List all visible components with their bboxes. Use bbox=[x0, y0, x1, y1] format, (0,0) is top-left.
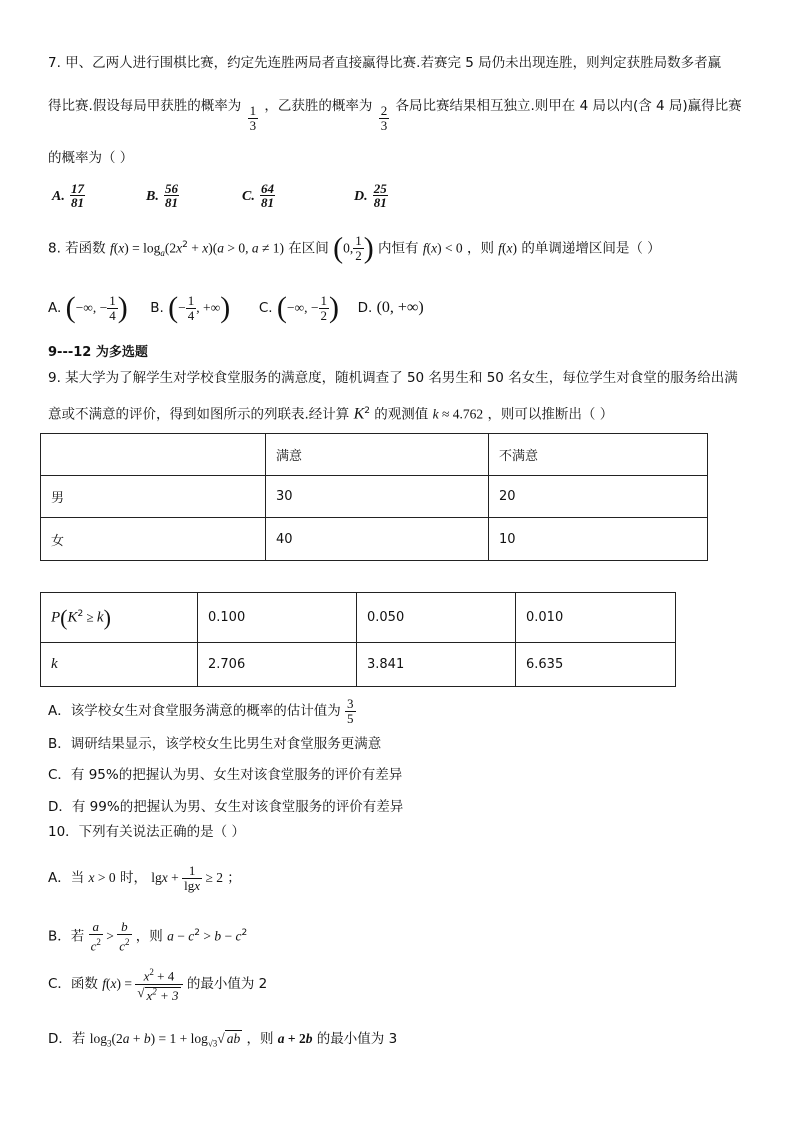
q8-function-def: f bbox=[109, 240, 114, 256]
q7-p-jia: $\frac{1}{3}$ bbox=[249, 102, 257, 133]
q7-option-d: D. $\frac{25}{81}$ bbox=[354, 181, 387, 210]
p-k2-header: $P(K^2 \ge k)$ bbox=[41, 593, 198, 643]
q8-option-c: C. (−∞, − $\frac{1}{2}$ ) bbox=[258, 291, 339, 324]
q10-stem: 10．下列有关说法正确的是（ ） bbox=[48, 824, 245, 840]
q10-option-a: A．当 x > 0 时， lgx + $\frac{1}{\lg x}$ ≥ 2 ； bbox=[48, 862, 241, 893]
q7-line2 bbox=[48, 86, 742, 133]
q8-option-d: D. (0, +∞) bbox=[357, 299, 424, 316]
q10-option-b: B．若 $\frac{a}{c^2}$ > $\frac{b}{c^2}$ ，则 $a - c^2 > b - c^2$ bbox=[48, 918, 248, 954]
q9-critical-value-table bbox=[40, 592, 676, 687]
q7-option-b: B. $\frac{56}{81}$ bbox=[146, 181, 178, 210]
q9-line2: 意或不满意的评价，得到如图所示的列联表.经计算 $K^2$ 的观测值 k ≈ 4.762 ，则可以推断出（ ） bbox=[48, 405, 614, 423]
table-row: 男 30 20 bbox=[41, 476, 708, 518]
q7-line2-b: ，乙获胜的概率为 bbox=[264, 98, 373, 114]
table-row: 女 40 10 bbox=[41, 518, 708, 561]
q9-option-b: B．调研结果显示，该学校女生比男生对食堂服务更满意 bbox=[48, 736, 382, 752]
q7-line3: 的概率为（ ） bbox=[48, 150, 134, 166]
q9-option-a: A．该学校女生对食堂服务满意的概率的估计值为 $\frac{3}{5}$ bbox=[48, 695, 354, 726]
q9-option-d: D．有 99%的把握认为男、女生对该食堂服务的评价有差异 bbox=[48, 799, 404, 815]
table-row: 满意 不满意 bbox=[41, 434, 708, 476]
q8-options bbox=[48, 290, 424, 326]
q7-line1: 7. 甲、乙两人进行围棋比赛，约定先连胜两局者直接赢得比赛.若赛完 5 局仍未出现连胜，则判定获胜局数多者赢 bbox=[48, 55, 722, 71]
table-row: $P(K^2 \ge k)$ 0.100 0.050 0.010 bbox=[41, 593, 676, 643]
q8-option-b: B. (− $\frac{1}{4}$ , +∞) bbox=[150, 291, 231, 324]
q7-option-a: A. $\frac{17}{81}$ bbox=[52, 181, 84, 210]
q10-option-d: D．若 $\log_3(2a + b) = 1 + \log_{√3}√$ ab ，则 a + 2b 的最小值为 3 bbox=[48, 1031, 398, 1049]
section-heading-multi-choice: 9---12 为多选题 bbox=[48, 345, 148, 360]
q9-contingency-table bbox=[40, 433, 708, 561]
q7-options bbox=[52, 178, 412, 210]
q9-line1: 9. 某大学为了解学生对学校食堂服务的满意度，随机调查了 50 名男生和 50 名女生，每位学生对食堂的服务给出满 bbox=[48, 370, 738, 386]
q8-stem: 8. 若函数 $f(x) = \log_a(2x^2 + x)(a > 0$, a ≠ 1) 在区间 (0, $\frac{1}{2}$ ) 内恒有 f(x) < 0 ，则 f(x) 的单调递增区间是（ ） bbox=[48, 231, 661, 265]
table-row: k 2.706 3.841 6.635 bbox=[41, 643, 676, 687]
q7-line2-c: 各局比赛结果相互独立.则甲在 4 局以内(含 4 局)赢得比赛 bbox=[395, 98, 742, 114]
q7-option-c: C. $\frac{64}{81}$ bbox=[242, 181, 274, 210]
k-header: k bbox=[41, 643, 198, 687]
q8-interval-frac: $\frac{1}{2}$ bbox=[355, 233, 362, 263]
q7-p-yi: $\frac{2}{3}$ bbox=[380, 102, 388, 133]
q10-option-c: C．函数 f(x) = $\frac{x^2 + 4}{√ x^2 + 3}$ 的最小值为 2 bbox=[48, 967, 268, 1003]
q8-option-a: A. (−∞, − $\frac{1}{4}$ ) bbox=[48, 291, 128, 324]
q7-line2-a: 得比赛.假设每局甲获胜的概率为 bbox=[48, 98, 242, 114]
q9-option-c: C．有 95%的把握认为男、女生对该食堂服务的评价有差异 bbox=[48, 767, 403, 783]
